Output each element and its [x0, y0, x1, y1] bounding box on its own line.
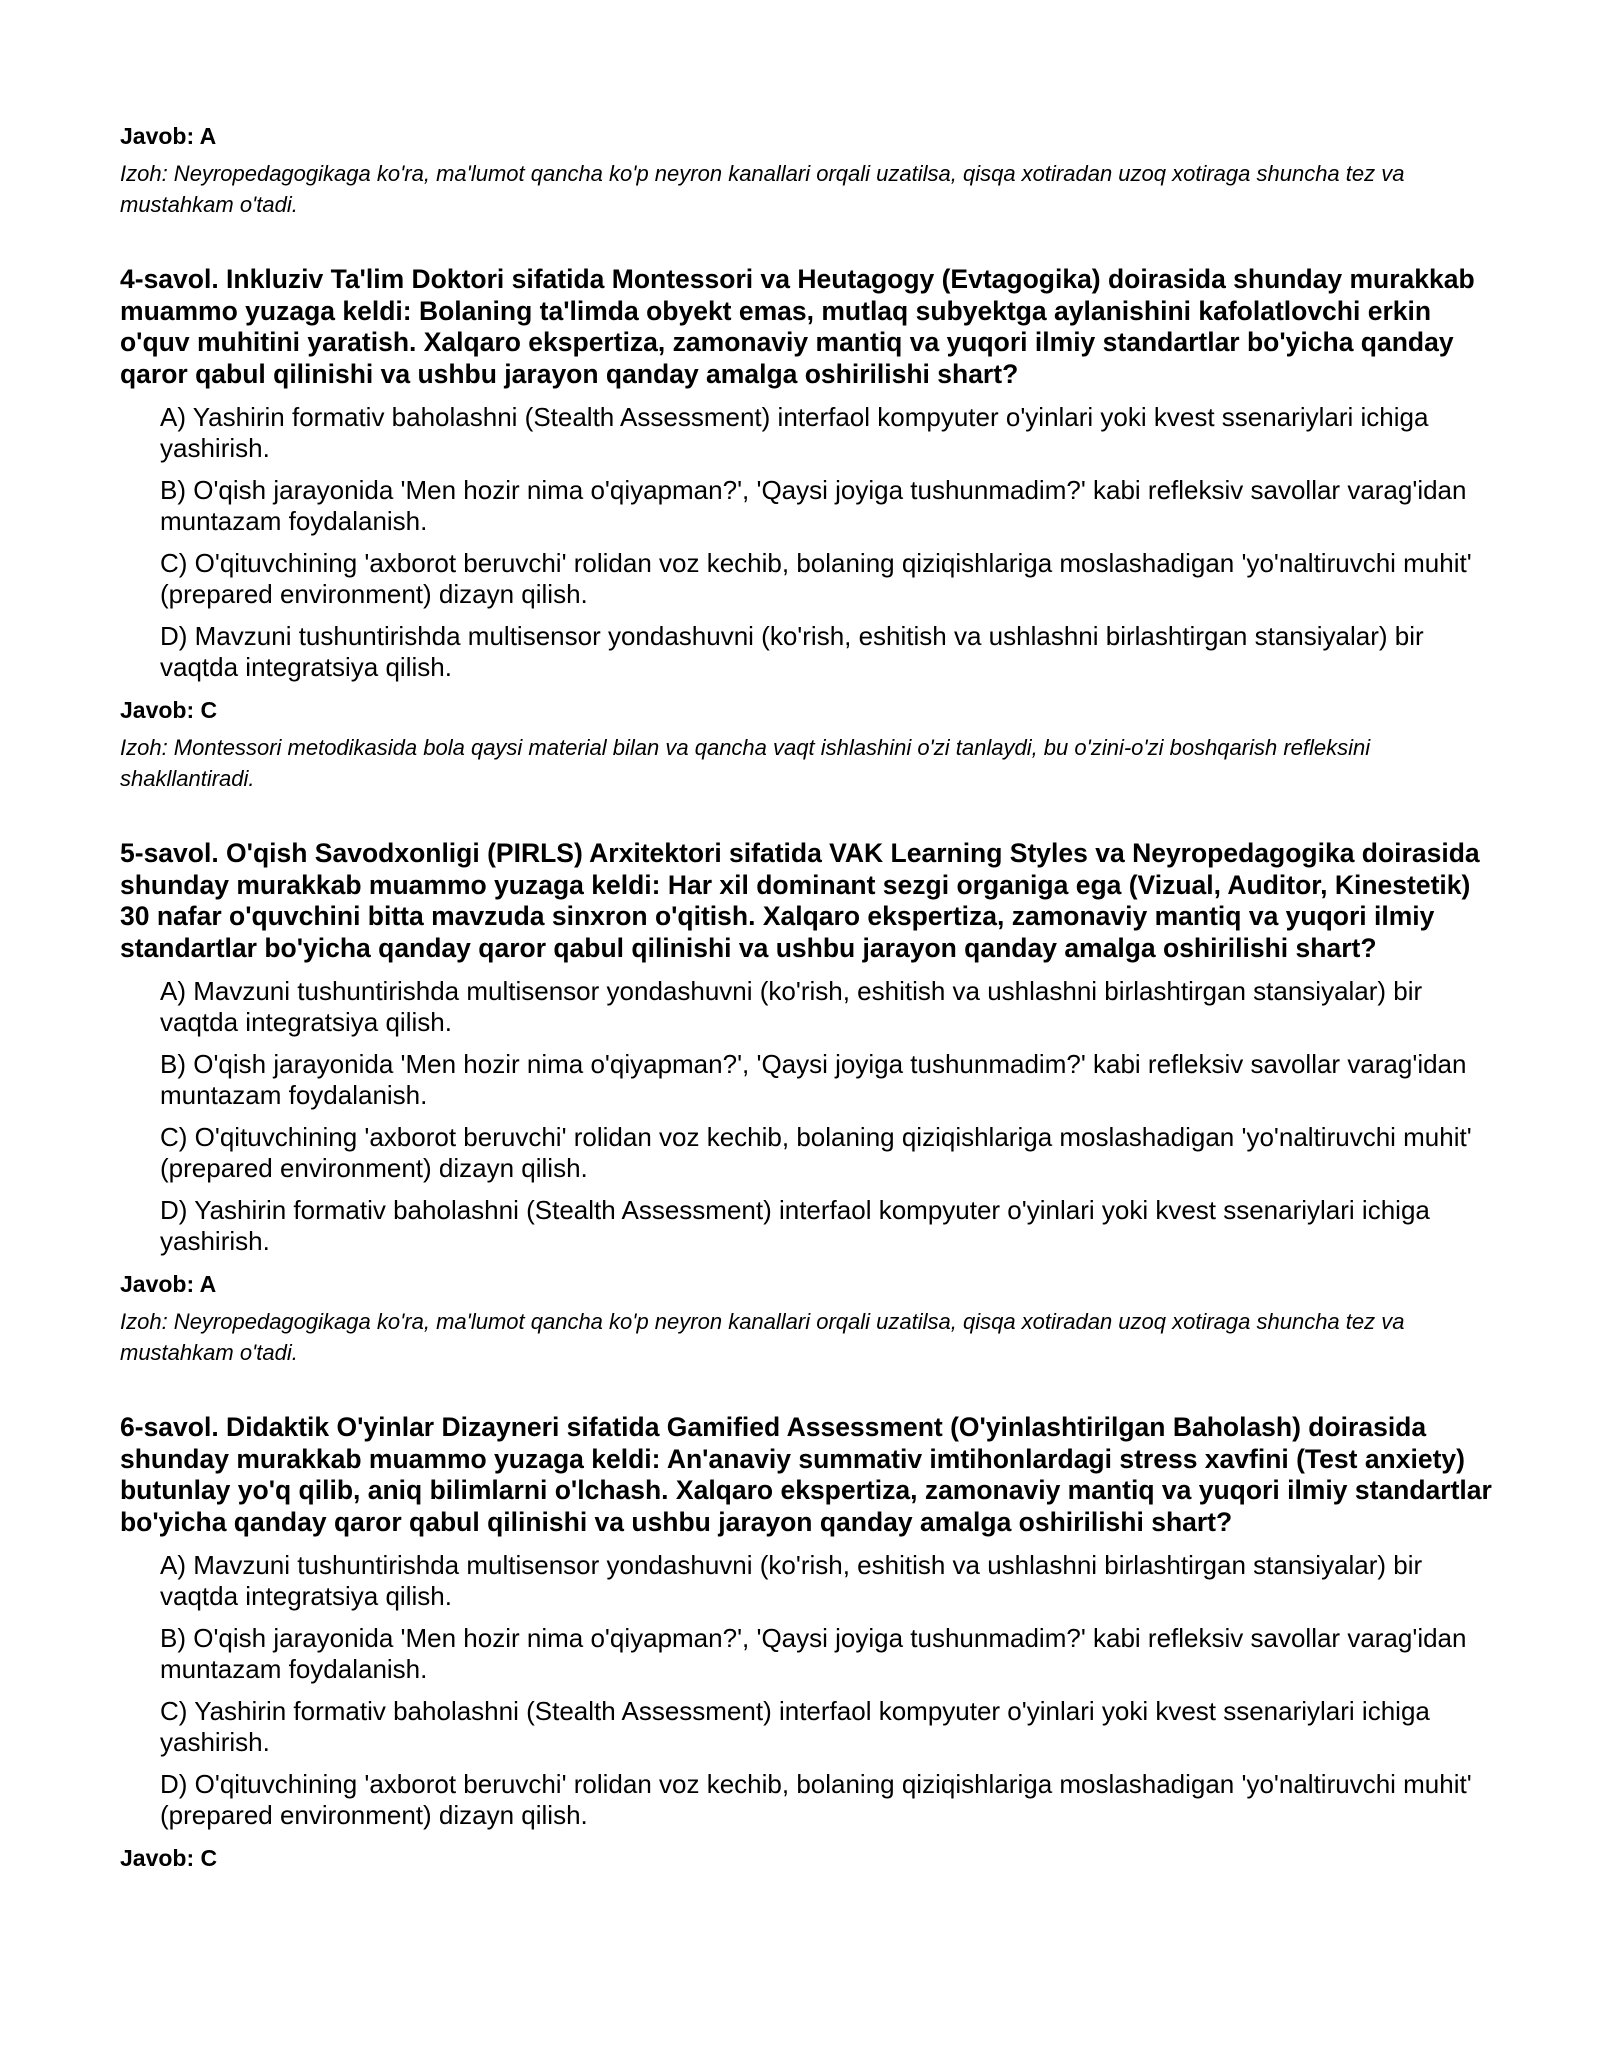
question-block — [120, 1412, 1500, 1874]
option-c: C) O'qituvchining 'axborot beruvchi' rolidan voz kechib, bolaning qiziqishlariga moslashadigan 'yo'naltiruvchi muhit' (prepared environment) dizayn qilish. — [160, 548, 1472, 609]
document-page — [120, 120, 1500, 1874]
explanation-note: Izoh: Neyropedagogikaga ko'ra, ma'lumot qancha ko'p neyron kanallari orqali uzatilsa, qisqa xotiradan uzoq xotiraga shuncha tez va mustahkam o'tadi. — [120, 161, 1405, 217]
option-d: D) Mavzuni tushuntirishda multisensor yondashuvni (ko'rish, eshitish va ushlashni birlashtirgan stansiyalar) bir vaqtda integratsiya qilish. — [160, 621, 1424, 682]
question-block — [120, 264, 1500, 794]
question-text: 6-savol. Didaktik O'yinlar Dizayneri sifatida Gamified Assessment (O'yinlashtirilgan Baholash) doirasida shunday murakkab muammo yuzaga keldi: An'anaviy summativ imtihonlardagi stress xavfini (Test anxiety) butunlay yo'q qilib, aniq bilimlarni o'lchash. Xalqaro ekspertiza, zamonaviy mantiq va yuqori ilmiy standartlar bo'yicha qanday qaror qabul qilinishi va ushbu jarayon qanday amalga oshirilishi shart? — [120, 1412, 1492, 1537]
option-d: D) Yashirin formativ baholashni (Stealth Assessment) interfaol kompyuter o'yinlari yoki kvest ssenariylari ichiga yashirish. — [160, 1195, 1430, 1256]
explanation-note: Izoh: Neyropedagogikaga ko'ra, ma'lumot qancha ko'p neyron kanallari orqali uzatilsa, qisqa xotiradan uzoq xotiraga shuncha tez va mustahkam o'tadi. — [120, 1309, 1405, 1365]
option-d: D) O'qituvchining 'axborot beruvchi' rolidan voz kechib, bolaning qiziqishlariga moslashadigan 'yo'naltiruvchi muhit' (prepared environment) dizayn qilish. — [160, 1769, 1472, 1830]
question-block — [120, 838, 1500, 1368]
option-b: B) O'qish jarayonida 'Men hozir nima o'qiyapman?', 'Qaysi joyiga tushunmadim?' kabi refleksiv savollar varag'idan muntazam foydalanish. — [160, 1049, 1467, 1110]
explanation-note: Izoh: Montessori metodikasida bola qaysi material bilan va qancha vaqt ishlashini o'zi tanlaydi, bu o'zini-o'zi boshqarish refleksini shakllantiradi. — [120, 735, 1371, 791]
question-text: 5-savol. O'qish Savodxonligi (PIRLS) Arxitektori sifatida VAK Learning Styles va Neyropedagogika doirasida shunday murakkab muammo yuzaga keldi: Har xil dominant sezgi organiga ega (Vizual, Auditor, Kinestetik) 30 nafar o'quvchini bitta mavzuda sinxron o'qitish. Xalqaro ekspertiza, zamonaviy mantiq va yuqori ilmiy standartlar bo'yicha qanday qaror qabul qilinishi va ushbu jarayon qanday amalga oshirilishi shart? — [120, 838, 1480, 963]
option-c: C) Yashirin formativ baholashni (Stealth Assessment) interfaol kompyuter o'yinlari yoki kvest ssenariylari ichiga yashirish. — [160, 1696, 1430, 1757]
option-b: B) O'qish jarayonida 'Men hozir nima o'qiyapman?', 'Qaysi joyiga tushunmadim?' kabi refleksiv savollar varag'idan muntazam foydalanish. — [160, 475, 1467, 536]
answer-label: Javob: A — [120, 123, 217, 149]
answer-label: Javob: A — [120, 1271, 217, 1297]
option-b: B) O'qish jarayonida 'Men hozir nima o'qiyapman?', 'Qaysi joyiga tushunmadim?' kabi refleksiv savollar varag'idan muntazam foydalanish. — [160, 1623, 1467, 1684]
question-text: 4-savol. Inkluziv Ta'lim Doktori sifatida Montessori va Heutagogy (Evtagogika) doirasida shunday murakkab muammo yuzaga keldi: Bolaning ta'limda obyekt emas, mutlaq subyektga aylanishini kafolatlovchi erkin o'quv muhitini yaratish. Xalqaro ekspertiza, zamonaviy mantiq va yuqori ilmiy standartlar bo'yicha qanday qaror qabul qilinishi va ushbu jarayon qanday amalga oshirilishi shart? — [120, 264, 1475, 389]
option-c: C) O'qituvchining 'axborot beruvchi' rolidan voz kechib, bolaning qiziqishlariga moslashadigan 'yo'naltiruvchi muhit' (prepared environment) dizayn qilish. — [160, 1122, 1472, 1183]
answer-label: Javob: C — [120, 697, 218, 723]
option-a: A) Yashirin formativ baholashni (Stealth Assessment) interfaol kompyuter o'yinlari yoki kvest ssenariylari ichiga yashirish. — [160, 402, 1429, 463]
answer-label: Javob: C — [120, 1845, 218, 1871]
option-a: A) Mavzuni tushuntirishda multisensor yondashuvni (ko'rish, eshitish va ushlashni birlashtirgan stansiyalar) bir vaqtda integratsiya qilish. — [160, 1550, 1423, 1611]
option-a: A) Mavzuni tushuntirishda multisensor yondashuvni (ko'rish, eshitish va ushlashni birlashtirgan stansiyalar) bir vaqtda integratsiya qilish. — [160, 976, 1423, 1037]
